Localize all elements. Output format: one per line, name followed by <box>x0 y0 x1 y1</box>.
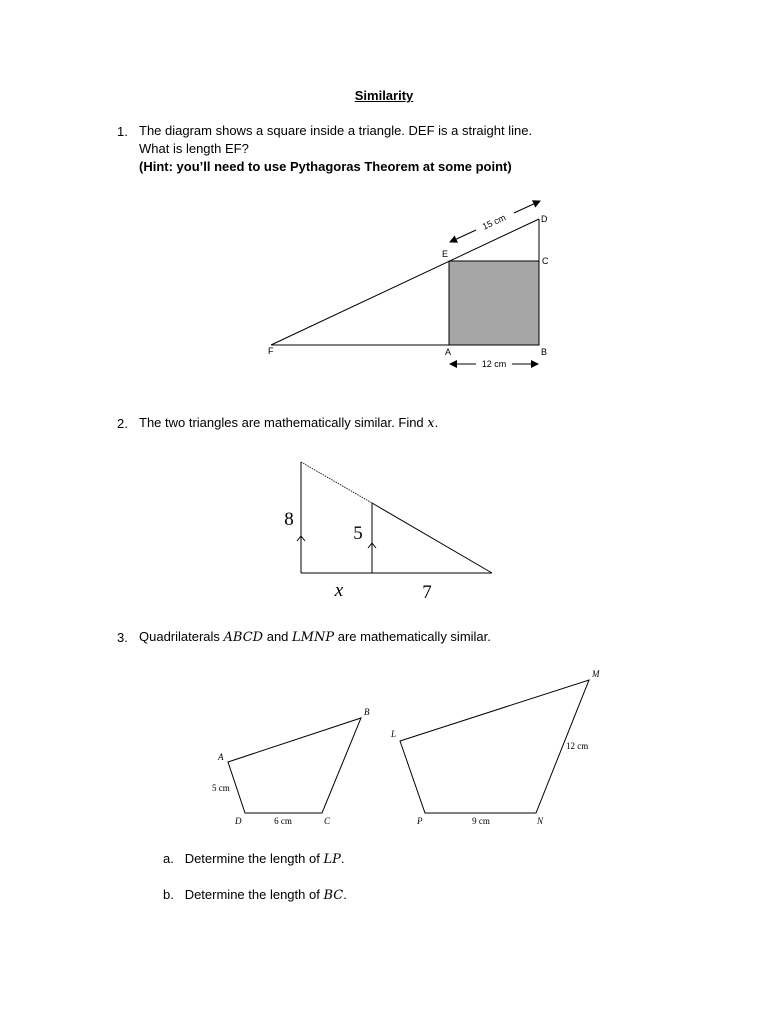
shaded-square <box>449 261 539 345</box>
label-a: A <box>445 347 452 357</box>
quadrilateral-lmnp <box>400 680 589 813</box>
part-b-end: . <box>343 887 347 902</box>
question-2-text-after: . <box>434 415 439 430</box>
arrow-ed-right <box>514 201 540 213</box>
label-large-l: L <box>391 729 397 739</box>
label-x: x <box>334 580 344 601</box>
label-8: 8 <box>284 509 294 530</box>
question-1-line-1: The diagram shows a square inside a triangle. DEF is a straight line. <box>139 123 533 138</box>
question-3-mid: and <box>263 629 293 644</box>
label-f: F <box>268 346 274 356</box>
question-3-shape-2: LMNP <box>292 630 335 645</box>
label-d: D <box>541 214 548 224</box>
label-6cm: 6 cm <box>274 816 292 826</box>
label-large-p: P <box>417 816 423 826</box>
label-c: C <box>542 256 549 266</box>
label-large-m: M <box>592 669 600 679</box>
question-3-shape-1: ABCD <box>223 630 264 645</box>
label-small-a: A <box>218 752 224 762</box>
label-9cm: 9 cm <box>472 816 490 826</box>
label-15cm: 15 cm <box>480 212 508 232</box>
label-e: E <box>442 249 449 259</box>
hypotenuse-upper <box>301 462 372 503</box>
label-5cm: 5 cm <box>212 783 230 793</box>
question-3-pre: Quadrilaterals <box>139 629 224 644</box>
label-12cm-mn: 12 cm <box>566 741 589 751</box>
diagram-2-similar-triangles <box>284 462 492 603</box>
label-small-b: B <box>364 707 370 717</box>
hypotenuse-lower <box>372 503 492 573</box>
part-a-end: . <box>340 851 345 866</box>
part-b-variable: BC <box>323 888 344 903</box>
diagram-3-quadrilateral-lmnp <box>390 669 600 826</box>
diagram-3-quadrilateral-abcd <box>212 707 370 826</box>
quadrilateral-abcd <box>228 718 361 813</box>
part-b-label: b. <box>163 887 174 902</box>
part-a-label: a. <box>163 851 174 866</box>
label-5: 5 <box>353 523 363 544</box>
question-1-hint: (Hint: you’ll need to use Pythagoras Theorem at some point) <box>139 159 512 174</box>
label-large-n: N <box>537 816 544 826</box>
question-3-post: are mathematically similar. <box>334 629 491 644</box>
part-b-text: Determine the length of <box>184 887 324 902</box>
question-2-variable: x <box>427 416 435 431</box>
label-b: B <box>541 347 548 357</box>
part-a-variable: LP <box>323 852 341 867</box>
label-small-d: D <box>235 816 242 826</box>
label-7: 7 <box>422 582 432 603</box>
arrow-ed-left <box>450 230 476 242</box>
label-12cm: 12 cm <box>481 359 507 369</box>
part-a-text: Determine the length of <box>184 851 324 866</box>
question-2-text-before: The two triangles are mathematically similar. Find <box>139 415 428 430</box>
diagram-1-square-in-triangle <box>268 201 549 369</box>
question-1-number: 1. <box>117 124 128 139</box>
label-small-c: C <box>324 816 331 826</box>
question-1-line-2: What is length EF? <box>139 141 249 156</box>
page-title: Similarity <box>354 88 414 103</box>
question-2-number: 2. <box>117 416 128 431</box>
question-3-number: 3. <box>117 630 128 645</box>
